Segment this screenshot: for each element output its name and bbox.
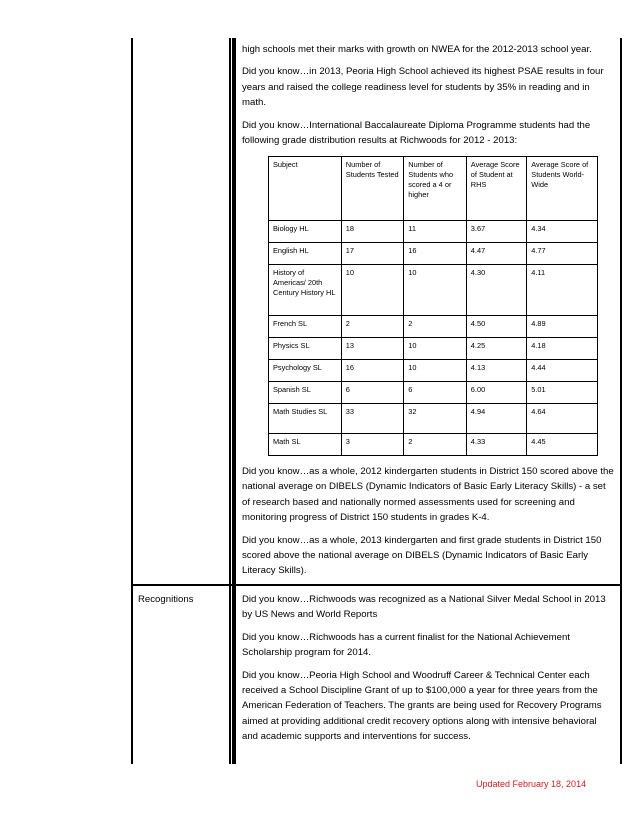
table-cell: Biology HL [269, 221, 342, 243]
table-cell: 4.44 [527, 360, 598, 382]
table-cell: 3 [341, 434, 404, 456]
ib-grade-table [268, 156, 598, 456]
table-cell: 11 [404, 221, 467, 243]
table-cell: 4.13 [466, 360, 526, 382]
table-cell: 4.30 [466, 265, 526, 316]
header-cell: Subject [269, 157, 342, 221]
table-cell: 16 [341, 360, 404, 382]
table-cell: 4.94 [466, 404, 526, 434]
table-cell: 2 [404, 434, 467, 456]
paragraph: Did you know…Richwoods has a current finalist for the National Achievement Scholarship program for 2014. [242, 631, 570, 659]
header-cell: Average Score of Student at RHS [466, 157, 526, 221]
table-row [269, 243, 598, 265]
table-cell: Math SL [269, 434, 342, 456]
table-cell: 6.00 [466, 382, 526, 404]
table-cell: 6 [341, 382, 404, 404]
header-cell: Number of Students Tested [341, 157, 404, 221]
table-cell: 6 [404, 382, 467, 404]
recognitions-label: Recognitions [138, 594, 194, 605]
column-divider-thick [232, 38, 236, 764]
table-cell: 10 [404, 360, 467, 382]
recognitions-section [242, 592, 614, 752]
header-cell: Average Score of Students World-Wide [527, 157, 598, 221]
table-cell: 10 [404, 338, 467, 360]
table-header-row [269, 157, 598, 221]
paragraph: Did you know…as a whole, 2012 kindergarten students in District 150 scored above the national average on DIBELS (Dynamic Indicators of Basic Early Literacy Skills) - a set of research based and nationally normed assessments used for screening and monitoring progress of District 150 students in grades K-4. [242, 466, 614, 524]
column-divider [229, 38, 231, 764]
table-cell: 4.50 [466, 316, 526, 338]
table-cell: 32 [404, 404, 467, 434]
table-cell: 3.67 [466, 221, 526, 243]
table-cell: 4.47 [466, 243, 526, 265]
table-cell: 4.45 [527, 434, 598, 456]
table-cell: Psychology SL [269, 360, 342, 382]
table-row [269, 265, 598, 316]
paragraph: high schools met their marks with growth on NWEA for the 2012-2013 school year. [242, 44, 592, 55]
paragraph: Did you know…as a whole, 2013 kindergarten and first grade students in District 150 scored above the national average on DIBELS (Dynamic Indicators of Basic Early Literacy Skills). [242, 534, 602, 577]
right-border [620, 38, 622, 764]
paragraph: Did you know…Richwoods was recognized as a National Silver Medal School in 2013 by US News and World Reports [242, 594, 606, 621]
table-row [269, 404, 598, 434]
table-cell: 10 [404, 265, 467, 316]
table-cell: 5.01 [527, 382, 598, 404]
updated-date-footer: Updated February 18, 2014 [476, 779, 587, 789]
table-cell: 4.34 [527, 221, 598, 243]
table-cell: 17 [341, 243, 404, 265]
table-row [269, 382, 598, 404]
table-row [269, 338, 598, 360]
table-cell: 4.25 [466, 338, 526, 360]
dibels-section [242, 464, 614, 586]
table-cell: 13 [341, 338, 404, 360]
table-cell: 4.11 [527, 265, 598, 316]
table-cell: 33 [341, 404, 404, 434]
table-cell: Math Studies SL [269, 404, 342, 434]
table-row [269, 434, 598, 456]
table-cell: French SL [269, 316, 342, 338]
header-cell: Number of Students who scored a 4 or higher [404, 157, 467, 221]
table-cell: 4.18 [527, 338, 598, 360]
table-cell: Physics SL [269, 338, 342, 360]
paragraph: Did you know…in 2013, Peoria High School achieved its highest PSAE results in four years and raised the college readiness level for students by 35% in reading and in math. [242, 66, 604, 109]
table-row [269, 316, 598, 338]
table-cell: Spanish SL [269, 382, 342, 404]
table-cell: 18 [341, 221, 404, 243]
table-cell: 2 [404, 316, 467, 338]
table-cell: English HL [269, 243, 342, 265]
table-cell: 2 [341, 316, 404, 338]
table-cell: 4.77 [527, 243, 598, 265]
table-cell: 10 [341, 265, 404, 316]
table-cell: 4.33 [466, 434, 526, 456]
table-cell: History of Americas/ 20th Century History HL [269, 265, 342, 316]
table-cell: 16 [404, 243, 467, 265]
table-cell: 4.64 [527, 404, 598, 434]
table-cell: 4.89 [527, 316, 598, 338]
left-border [131, 38, 133, 764]
paragraph: Did you know…International Baccalaureate Diploma Programme students had the following grade distribution results at Richwoods for 2012 - 2013: [242, 119, 591, 147]
table-row [269, 221, 598, 243]
intro-section [242, 42, 614, 155]
paragraph: Did you know…Peoria High School and Woodruff Career & Technical Center each received a School Discipline Grant of up to $100,000 a year for three years from the American Federation of Teachers. The grants are being used for Recovery Programs aimed at providing additional credit recovery options along with intensive behavioral and academic supports and interventions for success. [242, 669, 602, 743]
table-row [269, 360, 598, 382]
